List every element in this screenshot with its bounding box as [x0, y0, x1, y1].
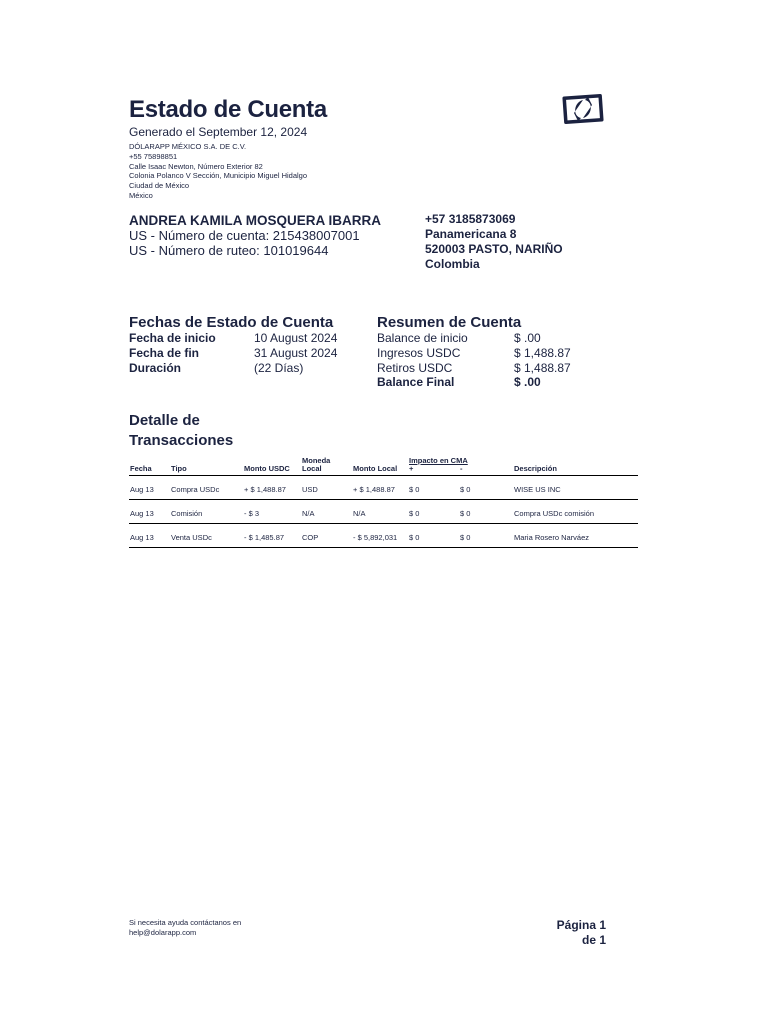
- end-date-label: Fecha de fin: [129, 345, 200, 360]
- help-line: Si necesita ayuda contáctanos en: [129, 918, 242, 927]
- help-text: [129, 918, 241, 938]
- cell-local: + $ 1,488.87: [353, 485, 395, 494]
- cell-minus: $ 0: [460, 485, 471, 494]
- holder-address: [425, 212, 563, 272]
- cell-plus: $ 0: [409, 509, 420, 518]
- routing-number: US - Número de ruteo: 101019644: [129, 243, 329, 258]
- account-number: US - Número de cuenta: 215438007001: [129, 228, 360, 243]
- duration-label: Duración: [129, 360, 182, 375]
- final-balance-label: Balance Final: [377, 375, 455, 390]
- cell-desc: WISE US INC: [514, 485, 561, 494]
- table-row: [129, 500, 638, 524]
- header-local: Monto Local: [353, 464, 398, 473]
- company-city: Ciudad de México: [129, 181, 190, 191]
- page-number-line: Página 1: [556, 918, 606, 932]
- help-email-link[interactable]: help@dolarapp.com: [129, 928, 197, 937]
- cell-date: Aug 13: [130, 509, 154, 518]
- start-date-value: 10 August 2024: [254, 331, 338, 345]
- table-row: [129, 476, 638, 500]
- dates-section: [129, 331, 337, 375]
- holder-country: Colombia: [425, 257, 480, 271]
- cell-minus: $ 0: [460, 509, 471, 518]
- cell-currency: COP: [302, 533, 319, 542]
- holder-name: ANDREA KAMILA MOSQUERA IBARRA: [129, 213, 381, 228]
- cell-type: Compra USDc: [171, 485, 220, 494]
- withdrawals-value: $ 1,488.87: [514, 360, 571, 375]
- header-desc: Descripción: [514, 464, 557, 473]
- company-info: [129, 142, 307, 201]
- company-street: Calle Isaac Newton, Número Exterior 82: [129, 161, 263, 171]
- cell-date: Aug 13: [130, 485, 154, 494]
- header-cma: Impacto en CMA: [409, 456, 468, 465]
- end-date-value: 31 August 2024: [254, 345, 338, 360]
- page-total-line: de 1: [581, 933, 606, 947]
- cell-date: Aug 13: [130, 533, 154, 542]
- company-colony: Colonia Polanco V Sección, Municipio Miguel Hidalgo: [129, 171, 308, 181]
- cell-usdc: - $ 1,485.87: [244, 533, 285, 542]
- header-currency-top: Moneda: [302, 456, 331, 465]
- dates-section-title: Fechas de Estado de Cuenta: [129, 314, 334, 331]
- header-type: Tipo: [171, 464, 187, 473]
- cell-usdc: + $ 1,488.87: [244, 485, 286, 494]
- cell-type: Venta USDc: [171, 533, 212, 542]
- header-plus: +: [409, 464, 414, 473]
- cell-desc: Maria Rosero Narváez: [514, 533, 590, 542]
- summary-section: [377, 331, 571, 390]
- holder-city: 520003 PASTO, NARIÑO: [425, 242, 563, 256]
- cell-usdc: - $ 3: [244, 509, 260, 518]
- header-usdc: Monto USDC: [244, 464, 290, 473]
- opening-balance-value: $ .00: [514, 331, 541, 345]
- transactions-table: [129, 454, 638, 548]
- cell-local: - $ 5,892,031: [353, 533, 398, 542]
- table-header: [129, 454, 638, 476]
- page-title: Estado de Cuenta: [129, 96, 327, 123]
- final-balance-value: $ .00: [514, 375, 541, 390]
- company-country: México: [129, 190, 153, 200]
- holder-phone: +57 3185873069: [425, 212, 516, 226]
- generated-date: Generado el September 12, 2024: [129, 125, 308, 139]
- dolarapp-logo-icon: [560, 94, 606, 124]
- summary-section-title: Resumen de Cuenta: [377, 314, 522, 331]
- company-phone: +55 75898851: [129, 151, 178, 161]
- income-value: $ 1,488.87: [514, 345, 571, 360]
- start-date-label: Fecha de inicio: [129, 331, 216, 345]
- account-holder: [129, 213, 381, 258]
- cell-currency: USD: [302, 485, 318, 494]
- company-name: DÓLARAPP MÉXICO S.A. DE C.V.: [129, 142, 247, 151]
- header-currency-bottom: Local: [302, 464, 322, 473]
- table-row: [129, 524, 638, 548]
- cell-minus: $ 0: [460, 533, 471, 542]
- cell-type: Comisión: [171, 509, 203, 518]
- transactions-title: Detalle de Transacciones: [129, 412, 234, 449]
- income-label: Ingresos USDC: [377, 345, 461, 360]
- cell-currency: N/A: [302, 509, 315, 518]
- withdrawals-label: Retiros USDC: [377, 360, 453, 375]
- opening-balance-label: Balance de inicio: [377, 331, 468, 345]
- cell-plus: $ 0: [409, 533, 420, 542]
- cell-plus: $ 0: [409, 485, 420, 494]
- header-date: Fecha: [130, 464, 152, 473]
- duration-value: (22 Días): [254, 360, 304, 375]
- header-minus: -: [460, 464, 463, 473]
- cell-local: N/A: [353, 509, 366, 518]
- holder-street: Panamericana 8: [425, 227, 517, 241]
- cell-desc: Compra USDc comisión: [514, 509, 595, 518]
- page-number: [540, 918, 606, 948]
